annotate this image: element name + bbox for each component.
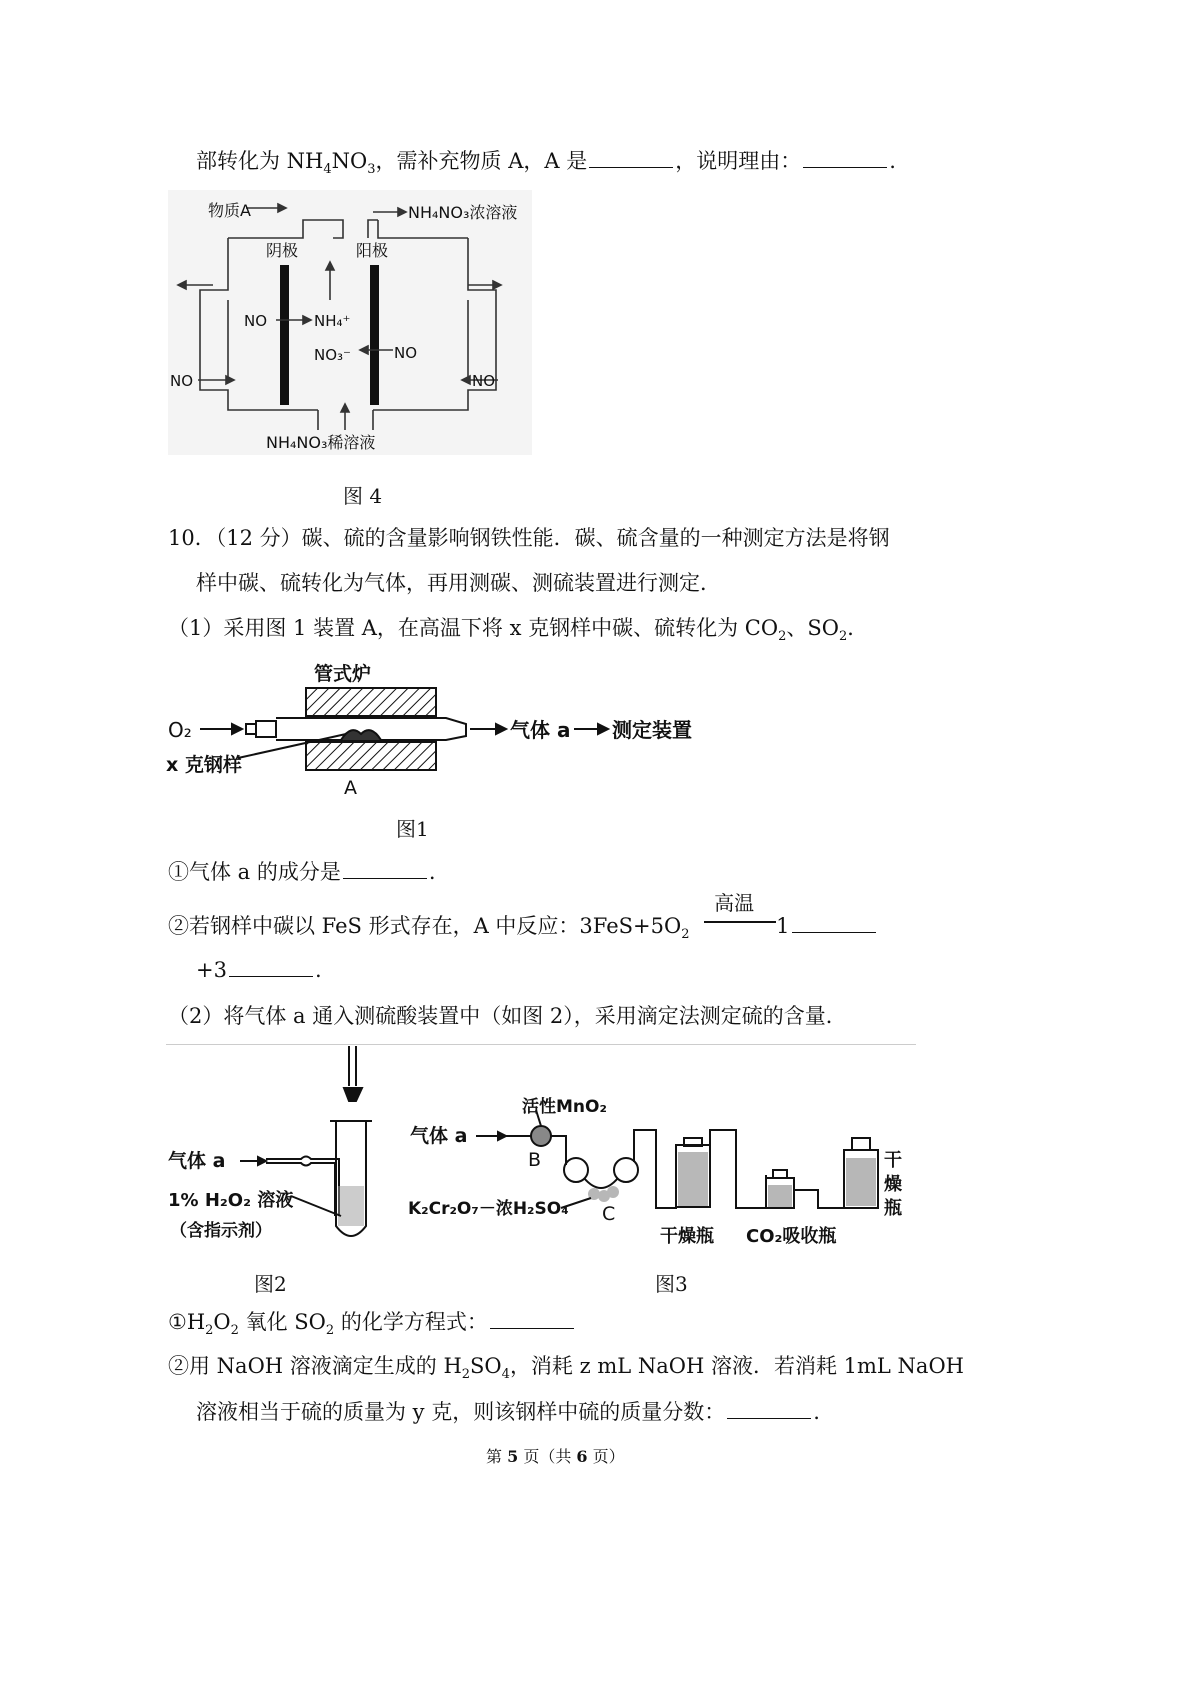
label-no: NO xyxy=(394,344,418,362)
label-mno2: 活性MnO₂ xyxy=(522,1097,607,1117)
figure-3-caption: 图3 xyxy=(655,1272,688,1296)
intro-text: NO xyxy=(331,149,368,173)
q-text: 1 xyxy=(776,914,790,938)
label-substance-a: 物质A xyxy=(208,201,251,220)
answer-blank[interactable] xyxy=(792,914,876,933)
label-nh4: NH₄⁺ xyxy=(314,312,351,330)
footer-text: 页） xyxy=(587,1447,625,1466)
footer-page-number: 5 xyxy=(507,1447,519,1466)
q-text: ②用 NaOH 溶液滴定生成的 H xyxy=(168,1354,462,1378)
part1-text: ． xyxy=(847,616,869,640)
intro-sub: 4 xyxy=(323,162,332,178)
label-dryer-vertical: 燥 xyxy=(884,1174,902,1195)
q-sub: 2 xyxy=(461,1367,471,1383)
reaction-condition xyxy=(704,891,776,933)
q-text: +3 xyxy=(196,958,227,982)
label-o2: O₂ xyxy=(168,718,192,742)
label-sample: x 克钢样 xyxy=(166,754,242,776)
label-k2cr2o7: K₂Cr₂O₇－浓H₂SO₄ xyxy=(408,1199,569,1219)
sub1-q1 xyxy=(168,856,436,886)
q-sub: 4 xyxy=(501,1367,510,1383)
part1-sub: 2 xyxy=(778,629,787,645)
label-measure: 测定装置 xyxy=(612,718,692,742)
label-furnace: 管式炉 xyxy=(314,663,372,685)
figure-2-absorption-tube xyxy=(166,1046,396,1256)
q-text: ②若钢样中碳以 FeS 形式存在，A 中反应：3FeS+5O xyxy=(168,914,682,938)
q-text: ①气体 a 的成分是 xyxy=(168,860,341,884)
q-sub: 2 xyxy=(325,1323,335,1339)
answer-blank[interactable] xyxy=(589,149,673,168)
part1-text: （1）采用图 1 装置 A，在高温下将 x 克钢样中碳、硫转化为 CO xyxy=(168,616,779,640)
q10-line1: 10．（12 分）碳、硫的含量影响钢铁性能．碳、硫含量的一种测定方法是将钢 xyxy=(168,526,890,550)
sub2-q1 xyxy=(168,1306,576,1338)
q10-part1 xyxy=(168,612,868,644)
figure-1-caption: 图1 xyxy=(396,817,429,841)
q-text: 氧化 SO xyxy=(238,1310,326,1334)
label-cathode: 阴极 xyxy=(266,241,299,260)
q-text: . xyxy=(314,958,322,982)
anode-plate xyxy=(370,265,379,405)
q-text: O xyxy=(213,1310,231,1334)
sub1-q2-cont xyxy=(196,958,322,982)
q-text: ，消耗 z mL NaOH 溶液．若消耗 1mL NaOH xyxy=(509,1354,964,1378)
label-gas-a: 气体 a xyxy=(168,1150,226,1172)
label-c: C xyxy=(602,1203,616,1225)
label-dryer-vertical: 干 xyxy=(884,1150,902,1171)
answer-blank[interactable] xyxy=(490,1310,574,1329)
q-text: SO xyxy=(470,1354,502,1378)
part1-sub: 2 xyxy=(838,629,848,645)
intro-sub: 3 xyxy=(367,162,376,178)
label-nh4no3-conc: NH₄NO₃浓溶液 xyxy=(408,203,518,222)
label-nh4no3-dilute: NH₄NO₃稀溶液 xyxy=(266,433,376,452)
q-sub: 2 xyxy=(230,1323,239,1339)
q-text: ①H xyxy=(168,1310,206,1334)
q-text: 溶液相当于硫的质量为 y 克，则该钢样中硫的质量分数： xyxy=(196,1400,726,1424)
q-sub: 2 xyxy=(205,1323,214,1339)
label-co2-absorb: CO₂吸收瓶 xyxy=(746,1226,837,1247)
furnace-bottom xyxy=(306,742,436,770)
label-no: NO xyxy=(472,372,496,390)
q10-part2: （2）将气体 a 通入测硫酸装置中（如图 2），采用滴定法测定硫的含量． xyxy=(168,1004,847,1028)
q-text: . xyxy=(813,1400,820,1424)
label-b: B xyxy=(528,1149,542,1171)
answer-blank[interactable] xyxy=(343,860,427,879)
figure-3-measurement-train xyxy=(406,1090,910,1260)
figure-4-electrolysis-diagram xyxy=(168,190,532,455)
intro-text: ，需补充物质 A，A 是 xyxy=(375,149,588,173)
q-sub: 2 xyxy=(681,927,690,943)
intro-text: 部转化为 NH xyxy=(196,149,324,173)
label-dryer-vertical: 瓶 xyxy=(884,1198,902,1219)
footer-total-pages: 6 xyxy=(576,1447,588,1466)
answer-blank[interactable] xyxy=(727,1400,811,1419)
sub2-q2-line2 xyxy=(196,1396,820,1426)
figure-4-caption: 图 4 xyxy=(343,484,383,508)
label-no: NO xyxy=(244,312,268,330)
intro-text: ，说明理由： xyxy=(675,149,802,173)
sub1-q2 xyxy=(168,891,878,943)
q-text: . xyxy=(428,860,436,884)
label-indicator: （含指示剂） xyxy=(170,1221,272,1241)
label-dryer: 干燥瓶 xyxy=(660,1226,714,1247)
label-no3: NO₃⁻ xyxy=(314,346,351,364)
intro-line xyxy=(196,145,896,177)
figure-1-tube-furnace xyxy=(166,658,726,808)
divider xyxy=(166,1044,916,1045)
sub2-q2-line1 xyxy=(168,1350,964,1382)
label-no: NO xyxy=(170,372,194,390)
label-gas-a: 气体 a xyxy=(410,1125,468,1147)
label-anode: 阳极 xyxy=(356,241,389,260)
footer-text: 页（共 xyxy=(518,1447,577,1466)
label-gas-a: 气体 a xyxy=(510,718,571,742)
label-h2o2: 1% H₂O₂ 溶液 xyxy=(168,1190,294,1211)
cathode-plate xyxy=(280,265,289,405)
q-text: 的化学方程式： xyxy=(334,1310,488,1334)
furnace-top xyxy=(306,688,436,716)
intro-text: . xyxy=(889,149,896,173)
answer-blank[interactable] xyxy=(803,149,887,168)
answer-blank[interactable] xyxy=(229,958,313,977)
label-a: A xyxy=(344,777,357,799)
part1-text: 、SO xyxy=(786,616,839,640)
footer-text: 第 xyxy=(486,1447,508,1466)
condition-text: 高温 xyxy=(714,891,755,915)
page-footer xyxy=(486,1444,625,1467)
figure-2-caption: 图2 xyxy=(254,1272,287,1296)
q10-line2: 样中碳、硫转化为气体，再用测碳、测硫装置进行测定． xyxy=(196,571,721,595)
